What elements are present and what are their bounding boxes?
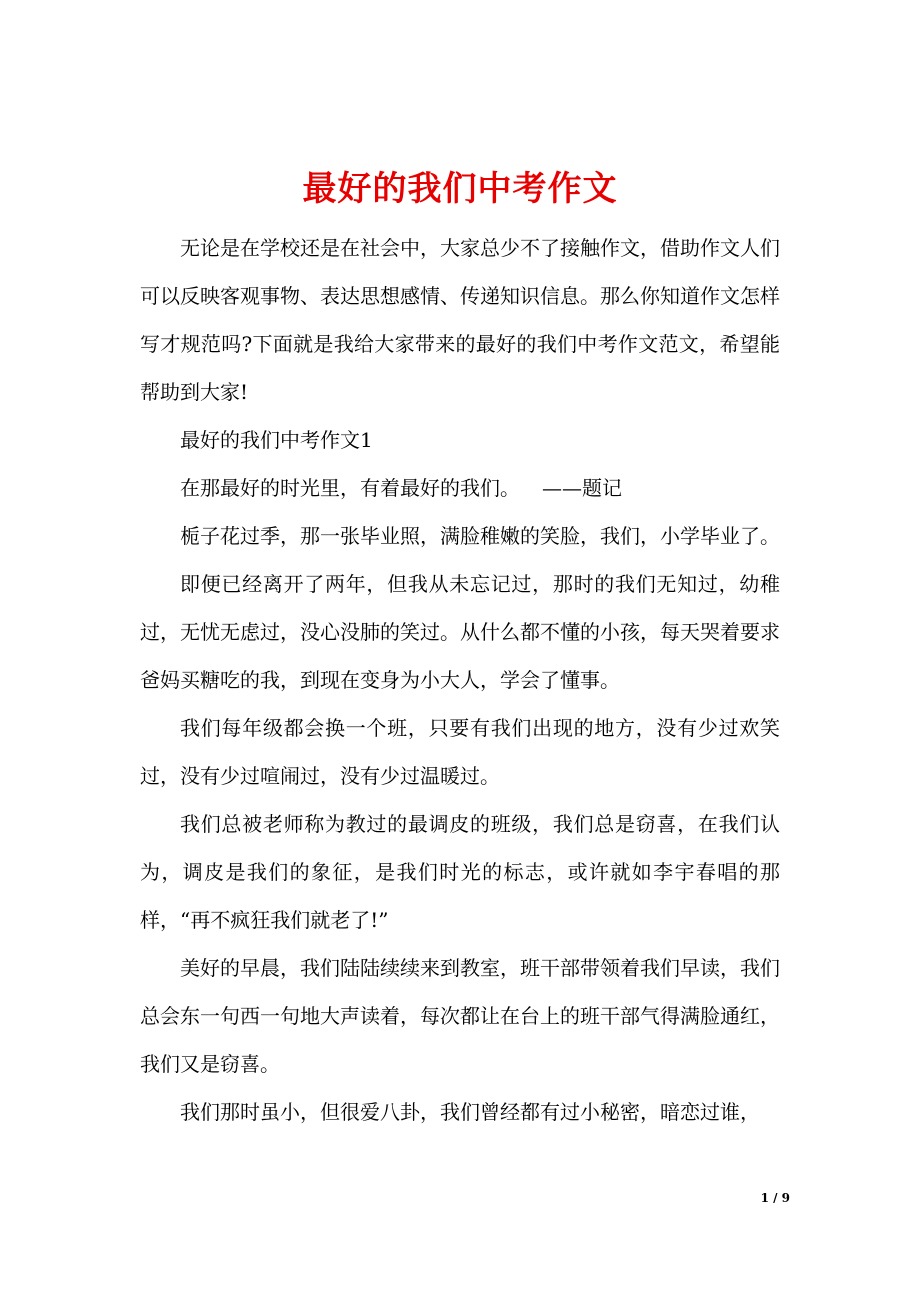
paragraph: 我们总被老师称为教过的最调皮的班级，我们总是窃喜，在我们认为，调皮是我们的象征，是我们时光的标志，或许就如李宇春唱的那样，“再不疯狂我们就老了!” [140, 812, 780, 932]
page-number: 1 / 9 [760, 1191, 790, 1205]
section-heading: 最好的我们中考作文1 [180, 428, 373, 452]
epigraph-text: 在那最好的时光里，有着最好的我们。 [180, 476, 520, 500]
epigraph [140, 464, 780, 512]
paragraph: 我们每年级都会换一个班，只要有我们出现的地方，没有少过欢笑过，没有少过喧闹过，没有少过温暖过。 [140, 716, 780, 788]
paragraph: 栀子花过季，那一张毕业照，满脸稚嫩的笑脸，我们，小学毕业了。 [180, 524, 780, 548]
intro-paragraph: 无论是在学校还是在社会中，大家总少不了接触作文，借助作文人们可以反映客观事物、表达思想感情、传递知识信息。那么你知道作文怎样写才规范吗?下面就是我给大家带来的最好的我们中考作文范文，希望能帮助到大家! [140, 236, 780, 404]
paragraph: 即便已经离开了两年，但我从未忘记过，那时的我们无知过，幼稚过，无忧无虑过，没心没肺的笑过。从什么都不懂的小孩，每天哭着要求爸妈买糖吃的我，到现在变身为小大人，学会了懂事。 [140, 572, 780, 692]
document-body [140, 224, 780, 1136]
paragraph: 我们那时虽小，但很爱八卦，我们曾经都有过小秘密，暗恋过谁， [180, 1100, 760, 1124]
epigraph-attribution: ——题记 [542, 476, 622, 500]
document-title: 最好的我们中考作文 [302, 168, 618, 209]
paragraph: 美好的早晨，我们陆陆续续来到教室，班干部带领着我们早读，我们总会东一句西一句地大声读着，每次都让在台上的班干部气得满脸通红，我们又是窃喜。 [140, 956, 780, 1076]
